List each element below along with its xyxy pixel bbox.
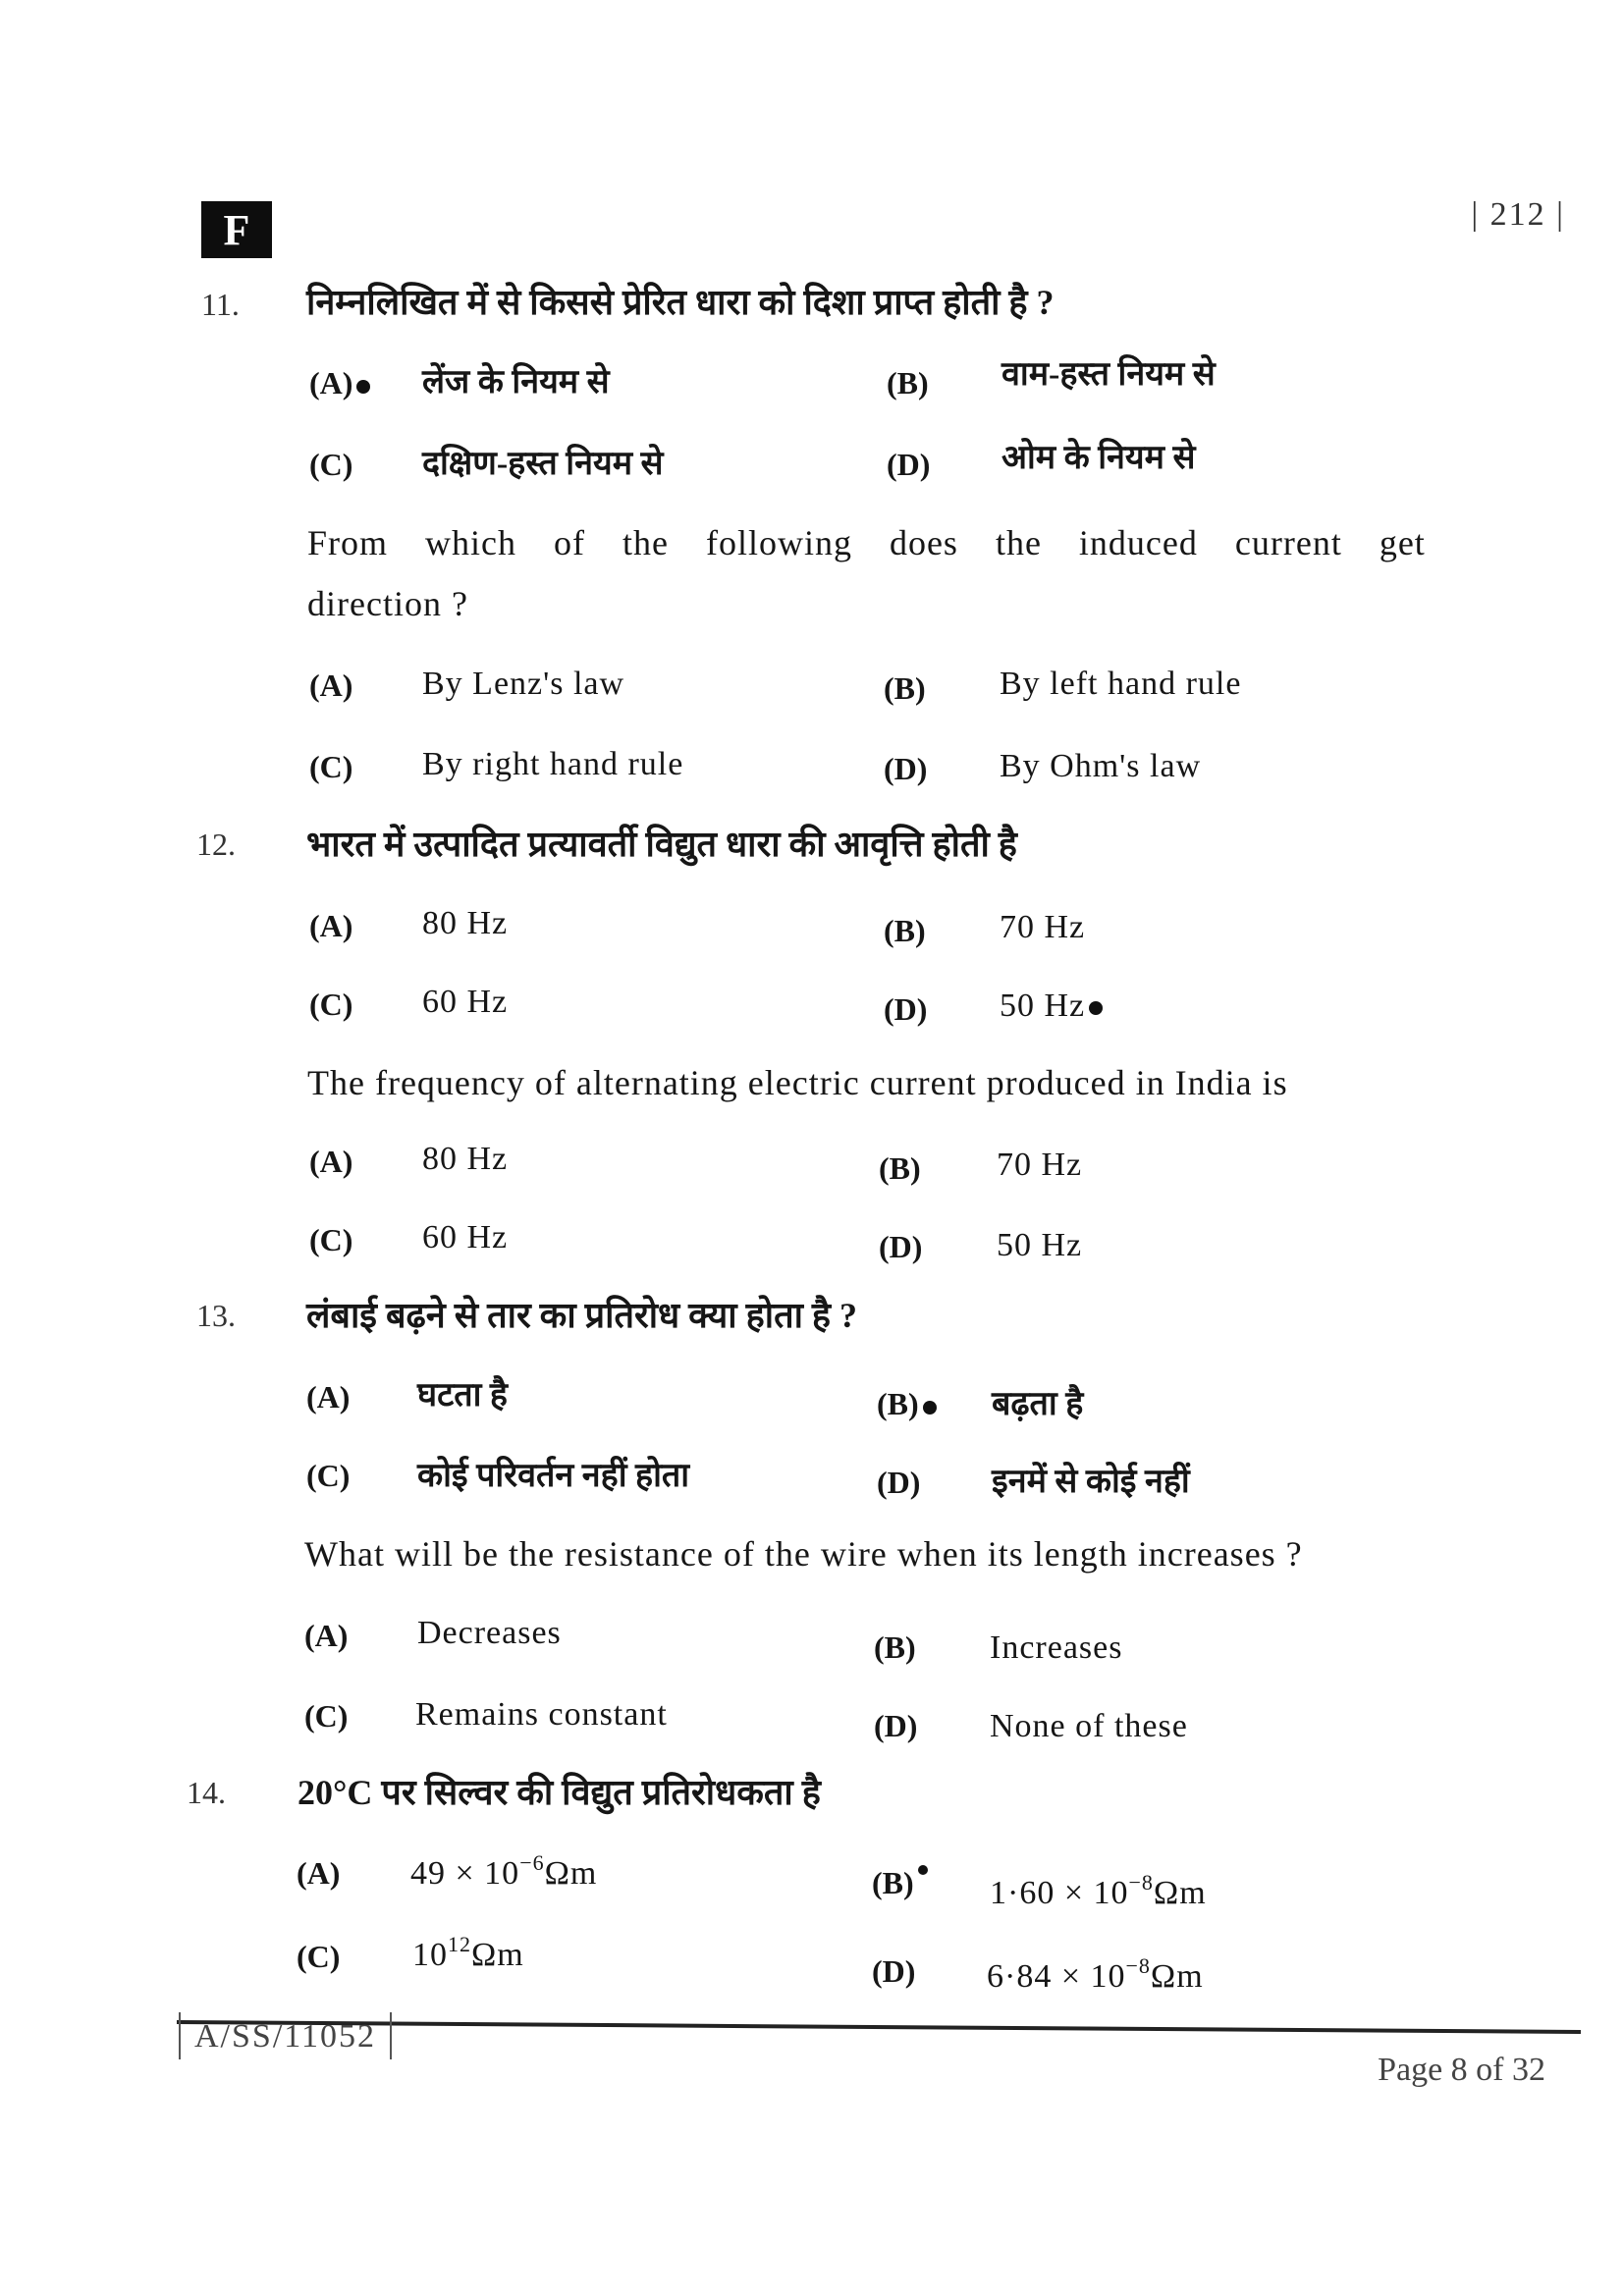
- question-number: 11.: [201, 287, 240, 322]
- option-text: 50 Hz: [997, 1227, 1083, 1263]
- question-text-english: The frequency of alternating electric current produced in India is: [307, 1063, 1288, 1102]
- option-text: 80 Hz: [422, 1141, 509, 1177]
- option-text: कोई परिवर्तन नहीं होता: [417, 1458, 690, 1494]
- option-text: $10^{12}\Omega m$: [412, 1932, 524, 1973]
- answer-mark-icon: [356, 380, 370, 394]
- question-number: 14.: [187, 1775, 226, 1810]
- question-number: 13.: [196, 1298, 236, 1333]
- option-label: (B): [884, 913, 926, 948]
- option-text: 60 Hz: [422, 984, 509, 1020]
- option-text: By Lenz's law: [422, 666, 625, 702]
- option-label: (D): [879, 1229, 923, 1264]
- page-code: | 212 |: [1471, 196, 1565, 233]
- option-label: (A): [309, 1144, 353, 1179]
- question-text-hindi: निम्नलिखित में से किससे प्रेरित धारा को दिशा प्राप्त होती है ?: [306, 283, 1055, 322]
- set-badge: F: [201, 201, 272, 258]
- option-text: Remains constant: [415, 1696, 668, 1733]
- option-text: घटता है: [417, 1377, 508, 1414]
- option-text: 80 Hz: [422, 905, 509, 941]
- option-text: 50 Hz: [1000, 988, 1103, 1025]
- answer-mark-icon: [923, 1401, 937, 1415]
- option-label: (C): [306, 1458, 351, 1493]
- option-label: (C): [297, 1939, 341, 1974]
- paper-code: A/SS/11052: [179, 2012, 392, 2059]
- option-label: (B): [872, 1865, 928, 1901]
- option-label: (C): [309, 749, 353, 784]
- option-label: (A): [297, 1855, 341, 1891]
- option-text: 70 Hz: [997, 1147, 1083, 1183]
- option-label: (A): [306, 1379, 351, 1415]
- option-label: (C): [309, 447, 353, 482]
- question-number: 12.: [196, 827, 236, 862]
- option-label: (A): [309, 667, 353, 703]
- option-label: (D): [884, 991, 928, 1027]
- option-text: By Ohm's law: [1000, 748, 1202, 784]
- question-text-hindi: 20°C पर सिल्वर की विद्युत प्रतिरोधकता है: [298, 1773, 821, 1812]
- option-label: (D): [884, 751, 928, 786]
- option-label: (A): [309, 365, 370, 401]
- option-text: Increases: [990, 1629, 1123, 1666]
- option-label: (B): [877, 1386, 937, 1422]
- option-label: (A): [309, 908, 353, 943]
- option-label: (B): [874, 1629, 916, 1665]
- question-text-hindi: भारत में उत्पादित प्रत्यावर्ती विद्युत धारा की आवृत्ति होती है: [306, 825, 1017, 864]
- option-label: (B): [879, 1150, 921, 1186]
- option-text: ओम के नियम से: [1001, 440, 1196, 476]
- option-label: (C): [309, 1222, 353, 1257]
- question-text-english: direction ?: [307, 584, 468, 623]
- option-text: इनमें से कोई नहीं: [992, 1464, 1190, 1500]
- question-text-english: From which of the following does the induced current get: [307, 523, 1426, 562]
- option-text: $49 \times 10^{-6}\Omega m$: [410, 1850, 598, 1892]
- option-text: बढ़ता है: [992, 1386, 1084, 1422]
- option-label: (A): [304, 1618, 349, 1653]
- answer-mark-icon: [918, 1865, 928, 1875]
- option-label: (C): [309, 987, 353, 1022]
- option-text: By left hand rule: [1000, 666, 1242, 702]
- option-text: 60 Hz: [422, 1219, 509, 1255]
- option-text: दक्षिण-हस्त नियम से: [422, 446, 664, 482]
- option-text: 70 Hz: [1000, 909, 1086, 945]
- option-text: वाम-हस्त नियम से: [1001, 356, 1216, 393]
- question-text-english: What will be the resistance of the wire when its length increases ?: [304, 1534, 1303, 1574]
- option-label: (D): [874, 1708, 918, 1743]
- option-text: लेंज के नियम से: [422, 364, 610, 400]
- option-label: (D): [877, 1465, 921, 1500]
- option-label: (D): [887, 447, 931, 482]
- question-text-hindi: लंबाई बढ़ने से तार का प्रतिरोध क्या होता है ?: [306, 1296, 858, 1335]
- option-text: None of these: [990, 1708, 1188, 1744]
- option-label: (C): [304, 1698, 349, 1734]
- answer-mark-icon: [1089, 1001, 1103, 1015]
- option-label: (B): [884, 670, 926, 706]
- option-text: $1\cdot 60 \times 10^{-8}\Omega m$: [990, 1870, 1207, 1911]
- option-label: (D): [872, 1953, 916, 1989]
- option-text: Decreases: [417, 1615, 562, 1651]
- option-text: By right hand rule: [422, 746, 684, 782]
- option-label: (B): [887, 365, 929, 400]
- page-number: Page 8 of 32: [1378, 2052, 1545, 2088]
- option-text: $6\cdot 84 \times 10^{-8}\Omega m$: [987, 1953, 1204, 1995]
